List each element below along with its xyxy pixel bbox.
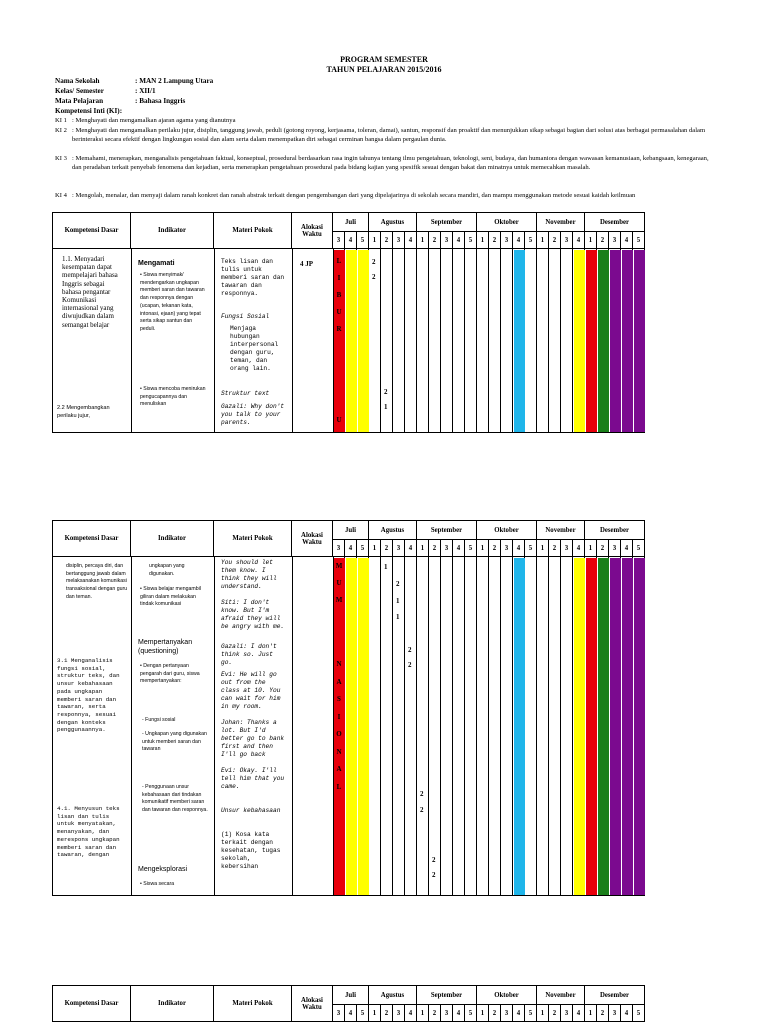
column-divider [214,249,215,432]
t1-materi4: Struktur text [221,390,270,397]
t1-kd: 1.1. Menyadari kesempatan dapat mempelajari bahasa Inggris sebagai bahasa pengantar Komunikasi internasional yang diwujudkan dalam semangat belajar [62,255,118,329]
libur-letter: U [336,308,342,316]
juli-4-column [346,558,357,895]
t1-materi5: Gazali: Why don't you talk to your parents. [221,403,285,426]
week-header: 1 [477,232,489,249]
materi-header: Materi Pokok [214,212,292,249]
desember-5-column [634,558,645,895]
t2-materi5: Johan: Thanks a lot. But I'd better go to bank first and then I'll go back [221,719,285,758]
week-header: 3 [609,1005,621,1022]
schedule-mark: 2 [432,856,436,864]
week-divider [464,249,465,432]
desember-1-column [586,558,597,895]
t2-kd3: 4.1. Menyusun teks lisan dan tulis untuk menyatakan, menanyakan, dan merespons ungkapan memberi saran dan tawaran, dengan [57,805,120,859]
week-header: 5 [357,1005,369,1022]
week-header: 5 [633,232,645,249]
t1-materi1: Teks lisan dan tulis untuk memberi saran dan tawaran dan responnya. [221,258,285,297]
week-header: 2 [489,232,501,249]
week-divider [416,557,417,895]
column-divider [52,557,53,895]
week-header: 3 [609,540,621,557]
week-divider [452,557,453,895]
t1-ind2: • Siswa mencoba menirukan pengucapannya dan menuliskan [140,386,206,408]
indikator-header: Indikator [131,520,214,557]
week-divider [392,557,393,895]
week-header: 3 [333,1005,345,1022]
week-header: 2 [381,232,393,249]
week-header: 3 [393,232,405,249]
desember-2-column [598,250,609,432]
desember-3-column [610,558,621,895]
week-header: 5 [633,1005,645,1022]
week-header: 4 [573,232,585,249]
week-header: 3 [609,232,621,249]
week-header: 2 [549,540,561,557]
week-header: 5 [525,232,537,249]
nasional-letter: A [336,765,342,773]
schedule-mark: 2 [396,580,400,588]
week-divider [428,557,429,895]
week-divider [452,249,453,432]
t2-kd1: disiplin, percaya diri, dan bertanggung jawab dalam melaksanakan komunikasi transaksional dengan guru dan teman. [66,563,128,600]
week-divider [392,249,393,432]
week-header: 1 [477,540,489,557]
week-divider [380,249,381,432]
week-header: 4 [453,232,465,249]
week-header: 2 [597,540,609,557]
week-header: 1 [477,1005,489,1022]
libur-letter: L [336,257,342,265]
week-divider [536,249,537,432]
month-header-juli: Juli [333,212,369,232]
table-bottom-border [52,895,645,896]
week-divider [428,249,429,432]
week-header: 4 [621,232,633,249]
week-header: 4 [621,1005,633,1022]
week-header: 4 [573,1005,585,1022]
schedule-mark: 1 [384,563,388,571]
week-header: 5 [633,540,645,557]
t2-materi1: You should let them know. I think they will understand. [221,559,277,590]
kd-header: Kompetensi Dasar [52,212,131,249]
t1-ind1: • Siswa menyimak/ mendengarkan ungkapan memberi saran dan tawaran dan responnya dengan (ucapan, tekanan kata, intonasi, ejaan) yang tepat serta sikap santun dan peduli. [140,272,205,332]
ki-4: KI 4 : Mengolah, menalar, dan menyaji dalam ranah konkret dan ranah abstrak terkait dengan pengembangan dari yang dipelajarinya di sekolah secara mandiri, dan mampu menggunakan metode sesuai kaidah keilmuan [55,192,636,199]
schedule-mark: 2 [408,646,412,654]
month-header-agustus: Agustus [369,520,417,540]
schedule-mark: 2 [420,806,424,814]
week-header: 4 [573,540,585,557]
nasional-letter: L [336,782,342,791]
nasional-letter: N [336,660,342,668]
ki-1: KI 1 : Menghayati dan mengamalkan ajaran agama yang dianutnya [55,117,236,124]
t2-materi3: Gazali: I don't think so. Just go. [221,643,277,666]
kd-header: Kompetensi Dasar [52,520,131,557]
month-header-september: September [417,520,477,540]
week-header: 1 [585,1005,597,1022]
week-header: 2 [489,540,501,557]
week-header: 2 [549,1005,561,1022]
column-divider [131,249,132,432]
month-header-november: November [537,520,585,540]
november-4-column [574,250,585,432]
week-header: 3 [333,232,345,249]
t1-ind-head: Mengamati [138,260,175,267]
juli-5-column [358,250,369,432]
column-divider [131,557,132,895]
week-header: 3 [561,540,573,557]
week-header: 4 [405,232,417,249]
week-header: 2 [549,232,561,249]
mum-letter: M [335,562,343,570]
nasional-letter: O [336,730,342,738]
month-header-november: November [537,985,585,1005]
month-header-desember: Desember [585,520,645,540]
week-header: 4 [513,540,525,557]
page-subtitle: TAHUN PELAJARAN 2015/2016 [326,65,442,74]
column-divider [214,557,215,895]
week-header: 4 [405,1005,417,1022]
week-header: 1 [417,1005,429,1022]
schedule-mark: 1 [396,613,400,621]
meta-school: Nama Sekolah : MAN 2 Lampung Utara [55,77,214,85]
week-header: 2 [429,232,441,249]
month-header-september: September [417,985,477,1005]
juli-5-column [358,558,369,895]
column-divider [52,249,53,432]
month-header-juli: Juli [333,985,369,1005]
week-header: 3 [561,1005,573,1022]
t2-ind5: - Ungkapan yang digunakan untuk memberi saran dan tawaran [142,731,207,753]
week-header: 1 [417,540,429,557]
column-divider [292,557,293,895]
week-header: 1 [585,232,597,249]
t2-materi7: Unsur kebahasaan [221,807,281,814]
t2-materi6: Evi: Okay. I'll tell him that you came. [221,767,285,790]
schedule-mark: 1 [396,597,400,605]
week-divider [500,557,501,895]
desember-4-column [622,558,633,895]
alokasi-header: Alokasi Waktu [292,985,333,1022]
week-header: 4 [453,1005,465,1022]
schedule-mark: 2 [420,790,424,798]
libur-letter: I [337,274,341,282]
week-divider [380,557,381,895]
month-header-oktober: Oktober [477,212,537,232]
week-header: 4 [513,1005,525,1022]
week-divider [476,249,477,432]
week-header: 2 [429,540,441,557]
week-header: 4 [621,540,633,557]
t2-ind4: - Fungsi sosial [142,717,176,723]
indikator-header: Indikator [131,985,214,1022]
t2-materi8: (1) Kosa kata terkait dengan kesehatan, tugas sekolah, kebersihan [221,831,281,870]
week-header: 5 [465,1005,477,1022]
week-divider [488,557,489,895]
t2-materi4: Evi: He will go out from the class at 10. You can wait for him in my room. [221,671,281,710]
t2-ind2: • Siswa belajar mengambil giliran dalam melakukan tindak komunikasi [140,586,201,608]
week-header: 3 [393,1005,405,1022]
desember-2-column [598,558,609,895]
t2-materi2: Siti: I don't know. But I'm afraid they will be angry with me. [221,599,285,630]
ki-2: KI 2 : Menghayati dan mengamalkan perilaku jujur, disiplin, tanggung jawab, peduli (gotong royong, kerjasama, toleran, damai), santun, responsif dan proaktif dan menunjukkan sikap sebagai bagian dari solusi atas berbagai permasalahan dalam berinteraksi secara efektif dengan lingkungan sosial dan alam serta dalam menempatkan diri sebagai cerminan bangsa dalam pergaulan dunia. [55,127,706,143]
week-header: 5 [525,1005,537,1022]
libur-column [334,558,345,895]
week-header: 3 [561,232,573,249]
desember-3-column [610,250,621,432]
nasional-letter: N [336,747,342,756]
week-header: 1 [417,232,429,249]
week-divider [548,557,549,895]
week-header: 1 [585,540,597,557]
t2-ind6: - Penggunaan unsur kebahasaan dari tindakan komunikatif memberi saran dan tawaran dan responnya. [142,784,208,814]
materi-header: Materi Pokok [214,985,292,1022]
kd-header: Kompetensi Dasar [52,985,131,1022]
week-divider [560,249,561,432]
month-header-desember: Desember [585,212,645,232]
week-header: 5 [357,540,369,557]
week-header: 2 [597,1005,609,1022]
week-header: 1 [537,1005,549,1022]
month-header-agustus: Agustus [369,212,417,232]
meta-subject: Mata Pelajaran : Bahasa Inggris [55,97,186,105]
week-header: 5 [465,540,477,557]
week-divider [464,557,465,895]
week-divider [440,249,441,432]
t2-ind-head2: Mempertanyakan (questioning) [138,639,193,655]
month-header-juli: Juli [333,520,369,540]
week-header: 2 [597,232,609,249]
week-divider [440,557,441,895]
week-header: 3 [501,232,513,249]
week-header: 2 [489,1005,501,1022]
column-divider [292,249,293,432]
week-header: 2 [429,1005,441,1022]
month-header-oktober: Oktober [477,520,537,540]
page-title: PROGRAM SEMESTER [340,55,428,64]
week-header: 3 [501,540,513,557]
schedule-mark: 1 [384,403,388,411]
month-header-september: September [417,212,477,232]
month-header-desember: Desember [585,985,645,1005]
t1-alokasi: 4 JP [300,260,314,268]
t1-materi3: Menjaga hubungan interpersonal dengan guru, teman, dan orang lain. [230,325,279,372]
week-header: 1 [369,232,381,249]
week-header: 2 [381,1005,393,1022]
week-header: 1 [369,540,381,557]
oktober-5-column [514,558,525,895]
week-header: 5 [465,232,477,249]
meta-class: Kelas/ Semester : XII/1 [55,87,156,95]
week-divider [548,249,549,432]
t1-materi2: Fungsi Sosial [221,313,270,320]
week-header: 4 [405,540,417,557]
week-header: 2 [381,540,393,557]
week-header: 3 [501,1005,513,1022]
t2-ind-head3: Mengeksplorasi [138,866,188,873]
week-divider [488,249,489,432]
week-divider [500,249,501,432]
libur-letter: U [336,416,342,424]
mum-letter: M [335,596,343,604]
nasional-letter: S [337,695,341,703]
month-header-november: November [537,212,585,232]
week-divider [560,557,561,895]
t2-kd2: 3.1 Menganalisis fungsi sosial, struktur teks, dan unsur kebahasaan pada ungkapan memberi saran dan tawaran, serta responnya, sesuai dengan konteks penggunaannya. [57,657,120,734]
week-header: 1 [537,540,549,557]
week-divider [404,557,405,895]
week-header: 4 [345,540,357,557]
week-header: 3 [441,1005,453,1022]
ki-heading: Kompetensi Inti (KI): [55,107,123,115]
schedule-mark: 2 [408,661,412,669]
month-header-agustus: Agustus [369,985,417,1005]
indikator-header: Indikator [131,212,214,249]
alokasi-header: Alokasi Waktu [292,212,333,249]
week-divider [536,557,537,895]
week-header: 3 [333,540,345,557]
week-header: 3 [441,540,453,557]
week-header: 1 [537,232,549,249]
november-4-column [574,558,585,895]
schedule-mark: 2 [432,871,436,879]
libur-letter: R [336,325,342,333]
week-header: 3 [393,540,405,557]
week-divider [416,249,417,432]
schedule-mark: 2 [384,388,388,396]
ki-3: KI 3 : Memahami, menerapkan, menganalisis pengetahuan faktual, konseptual, prosedural berdasarkan rasa ingin tahunya tentang ilmu pengetahuan, teknologi, seni, budaya, dan humaniora dengan wawasan kemanusiaan, kebangsaan, kenegaraan, dan peradaban terkait penyebab fenomena dan kejadian, serta menerapkan pengetahuan prosedural pada bidang kajian yang spesifik sesuai dengan bakat dan minatnya untuk memecahkan masalah. [55,155,709,171]
desember-4-column [622,250,633,432]
week-header: 3 [441,232,453,249]
schedule-mark: 2 [372,258,376,266]
alokasi-header: Alokasi Waktu [292,520,333,557]
oktober-5-column [514,250,525,432]
week-header: 4 [453,540,465,557]
week-divider [476,557,477,895]
desember-5-column [634,250,645,432]
libur-letter: B [336,291,342,299]
week-header: 1 [369,1005,381,1022]
t2-ind1: ungkapan yang digunakan. [149,563,185,577]
materi-header: Materi Pokok [214,520,292,557]
t1-kd2: 2.2 Mengembangkan perilaku jujur, [57,405,110,419]
week-divider [404,249,405,432]
week-header: 4 [345,232,357,249]
month-header-oktober: Oktober [477,985,537,1005]
desember-1-column [586,250,597,432]
nasional-letter: A [336,677,342,686]
week-header: 5 [525,540,537,557]
mum-letter: U [336,579,342,587]
table-bottom-border [52,432,645,433]
nasional-letter: I [337,712,341,721]
week-header: 4 [345,1005,357,1022]
schedule-mark: 2 [372,273,376,281]
week-header: 5 [357,232,369,249]
juli-4-column [346,250,357,432]
week-header: 4 [513,232,525,249]
t2-ind3: • Dengan pertanyaan pengarah dari guru, siswa mempertanyakan: [140,663,200,685]
t2-ind7: • Siswa secara [140,881,175,887]
